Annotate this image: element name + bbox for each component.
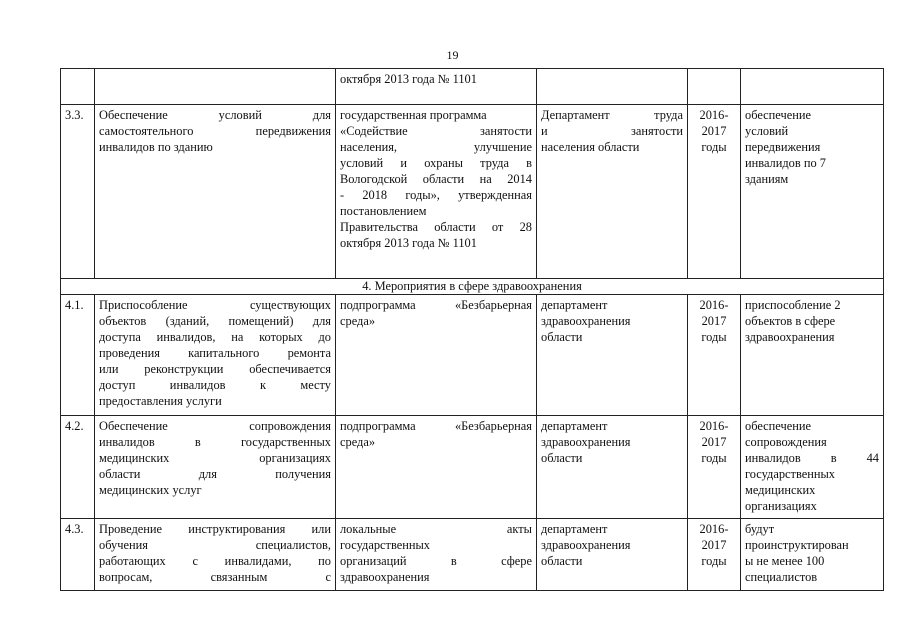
page-number: 19 — [446, 48, 459, 62]
cell-executor: департамент здравоохранения области — [537, 416, 688, 519]
cell-program: подпрограмма «Безбарьерная среда» — [336, 295, 537, 416]
cell-number: 4.2. — [61, 416, 95, 519]
cell-program: локальные акты государственных организаций в сфере здравоохранения — [336, 519, 537, 591]
section-title: 4. Мероприятия в сфере здравоохранения — [61, 279, 884, 295]
cell-program: октября 2013 года № 1101 — [336, 69, 537, 105]
measures-table — [60, 68, 884, 591]
cell-measure: Проведение инструктирования или обучения специалистов, работающих с инвалидами, по вопросам, связанным с — [95, 519, 336, 591]
cell-period: 2016- 2017 годы — [688, 105, 741, 279]
table-row-4-3 — [61, 519, 884, 591]
cell-result: обеспечение условий передвижения инвалидов по 7 зданиям — [741, 105, 884, 279]
cell-period: 2016- 2017 годы — [688, 519, 741, 591]
cell-number: 3.3. — [61, 105, 95, 279]
table-row-continued — [61, 69, 884, 105]
cell-program: подпрограмма «Безбарьерная среда» — [336, 416, 537, 519]
cell-number — [61, 69, 95, 105]
cell-result — [741, 69, 884, 105]
cell-measure: Приспособление существующих объектов (зданий, помещений) для доступа инвалидов, на которых до проведения капитального ремонта или реконструкции обеспечивается доступ инвалидов к месту предоставления услуги — [95, 295, 336, 416]
cell-number: 4.3. — [61, 519, 95, 591]
cell-period: 2016- 2017 годы — [688, 295, 741, 416]
cell-executor: департамент здравоохранения области — [537, 519, 688, 591]
cell-result: обеспечение сопровождения инвалидов в 44 государственных медицинских организациях — [741, 416, 884, 519]
section-heading-row — [61, 279, 884, 295]
table-row-4-1 — [61, 295, 884, 416]
cell-executor: Департамент труда и занятости населения области — [537, 105, 688, 279]
cell-executor: департамент здравоохранения области — [537, 295, 688, 416]
cell-measure: Обеспечение сопровождения инвалидов в государственных медицинских организациях области для получения медицинских услуг — [95, 416, 336, 519]
cell-measure: Обеспечение условий для самостоятельного передвижения инвалидов по зданию — [95, 105, 336, 279]
cell-measure — [95, 69, 336, 105]
cell-program: государственная программа «Содействие занятости населения, улучшение условий и охраны труда в Вологодской области на 2014 - 2018 годы», утвержденная постановлением Правительства области от 28 октября 2013 года № 1101 — [336, 105, 537, 279]
table-row-3-3 — [61, 105, 884, 279]
cell-executor — [537, 69, 688, 105]
cell-result: приспособление 2 объектов в сфере здравоохранения — [741, 295, 884, 416]
cell-period: 2016- 2017 годы — [688, 416, 741, 519]
cell-period — [688, 69, 741, 105]
table-row-4-2 — [61, 416, 884, 519]
cell-number: 4.1. — [61, 295, 95, 416]
cell-result: будут проинструктирован ы не менее 100 специалистов — [741, 519, 884, 591]
